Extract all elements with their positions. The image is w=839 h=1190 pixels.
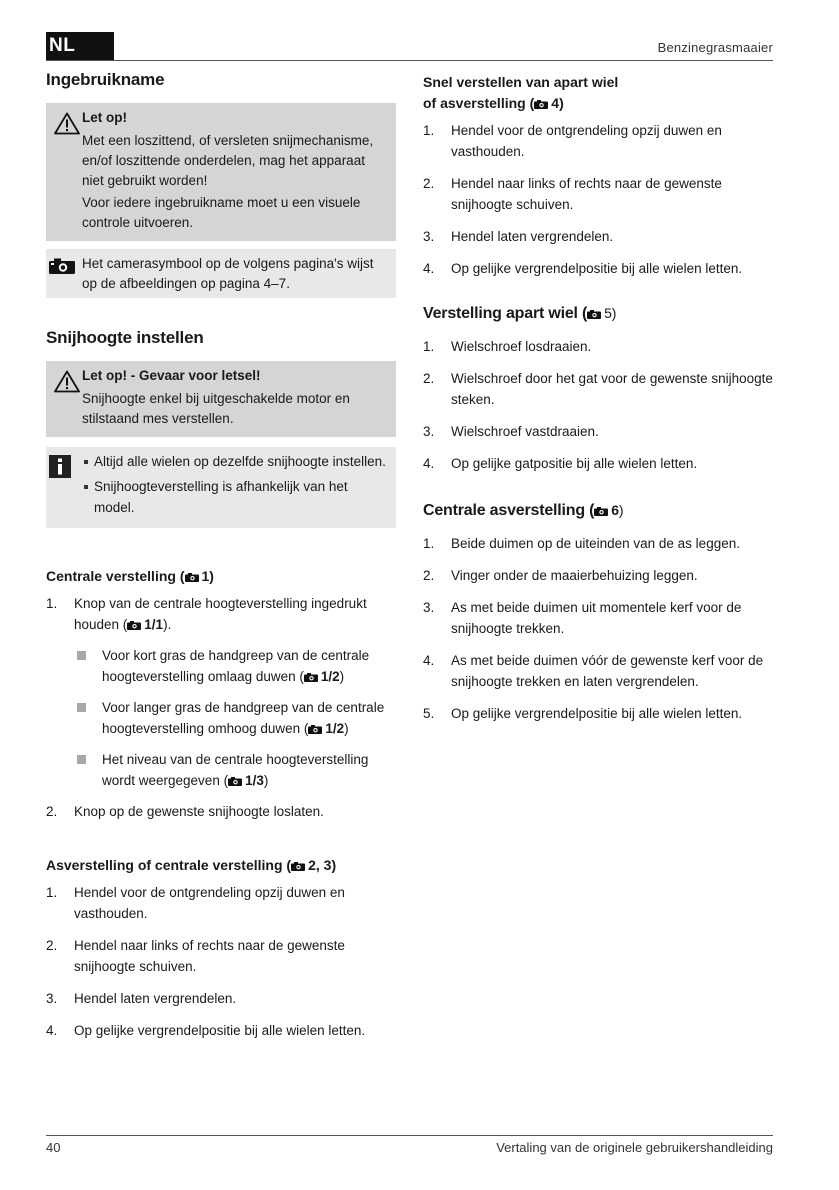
subsection-title-asverstelling: Asverstelling of centrale verstelling ( 2, 3) bbox=[46, 857, 337, 873]
sub-list-item: Voor langer gras de handgreep van de centrale hoogteverstelling omhoog duwen ( 1/2) bbox=[46, 697, 396, 739]
list-item: 1. Wielschroef losdraaien. bbox=[423, 339, 592, 354]
camera-icon bbox=[127, 621, 141, 630]
camera-icon bbox=[304, 673, 318, 682]
list-item: 1. Hendel voor de ontgrendeling opzij duwen en vasthouden. bbox=[423, 123, 722, 159]
document-title: Benzinegrasmaaier bbox=[657, 40, 773, 55]
list-item: 3. Hendel laten vergrendelen. bbox=[423, 229, 614, 244]
list-item: 4. Op gelijke gatpositie bij alle wielen letten. bbox=[423, 456, 698, 471]
camera-note-text: Het camerasymbool op de volgens pagina's wijst op de afbeeldingen op pagina 4–7. bbox=[82, 256, 374, 291]
square-bullet-icon bbox=[77, 703, 86, 712]
language-badge: NL bbox=[46, 32, 114, 60]
camera-icon bbox=[308, 725, 322, 734]
warning-text: Met een loszittend, of versleten snijmechanisme, en/of loszittende onderdelen, mag het apparaat niet gebruikt worden! bbox=[82, 133, 374, 188]
section-title-ingebruikname: Ingebruikname bbox=[46, 70, 165, 89]
left-column bbox=[46, 68, 396, 1041]
list-item: 2. Knop op de gewenste snijhoogte loslaten. bbox=[46, 804, 324, 819]
square-bullet-icon bbox=[77, 755, 86, 764]
list-item: 4. Op gelijke vergrendelpositie bij alle wielen letten. bbox=[423, 261, 743, 276]
list-item: 2. Hendel naar links of rechts naar de gewenste snijhoogte schuiven. bbox=[423, 176, 722, 212]
footer-text: Vertaling van de originele gebruikershandleiding bbox=[496, 1140, 773, 1155]
warning-box-ingebruikname bbox=[46, 103, 396, 241]
camera-icon bbox=[291, 862, 305, 871]
list-item: 1. Knop van de centrale hoogteverstelling ingedrukt houden ( 1/1). bbox=[46, 596, 367, 632]
list-item: 3. Wielschroef vastdraaien. bbox=[423, 424, 599, 439]
sub-list-item: Het niveau van de centrale hoogteverstelling wordt weergegeven ( 1/3) bbox=[46, 749, 396, 791]
camera-icon bbox=[228, 777, 242, 786]
list-item: 2. Vinger onder de maaierbehuizing leggen. bbox=[423, 568, 698, 583]
info-bullet: Altijd alle wielen op dezelfde snijhoogte instellen. bbox=[82, 451, 390, 472]
square-bullet-icon bbox=[77, 651, 86, 660]
warning-text: Voor iedere ingebruikname moet u een visuele controle uitvoeren. bbox=[82, 195, 361, 230]
list-item: 4. As met beide duimen vóór de gewenste kerf voor de snijhoogte trekken en laten vergrendelen. bbox=[423, 653, 764, 689]
warning-title: Let op! bbox=[82, 110, 127, 125]
info-bullet: Snijhoogteverstelling is afhankelijk van het model. bbox=[82, 476, 390, 518]
info-box bbox=[46, 447, 396, 528]
camera-icon bbox=[185, 573, 199, 582]
right-column bbox=[423, 72, 773, 724]
sub-list-item: Voor kort gras de handgreep van de centrale hoogteverstelling omlaag duwen ( 1/2) bbox=[46, 645, 396, 687]
camera-icon bbox=[534, 100, 548, 109]
subsection-title-centrale-verstelling: Centrale verstelling ( 1) bbox=[46, 568, 214, 584]
camera-icon bbox=[594, 507, 608, 516]
section-title-snijhoogte: Snijhoogte instellen bbox=[46, 328, 204, 347]
page-header bbox=[46, 32, 773, 61]
info-icon bbox=[49, 455, 71, 478]
list-item: 3. As met beide duimen uit momentele kerf voor de snijhoogte trekken. bbox=[423, 600, 742, 636]
warning-text: Snijhoogte enkel bij uitgeschakelde motor en stilstaand mes verstellen. bbox=[82, 391, 350, 426]
list-item: 3. Hendel laten vergrendelen. bbox=[46, 991, 237, 1006]
page-number: 40 bbox=[46, 1140, 61, 1155]
subsection-title-snel-verstellen: Snel verstellen van apart wiel of asverstelling ( 4) bbox=[423, 74, 619, 111]
warning-triangle-icon bbox=[54, 370, 80, 393]
camera-note-box bbox=[46, 249, 396, 298]
warning-triangle-icon bbox=[54, 112, 80, 135]
list-item: 2. Hendel naar links of rechts naar de gewenste snijhoogte schuiven. bbox=[46, 938, 345, 974]
list-item: 4. Op gelijke vergrendelpositie bij alle wielen letten. bbox=[46, 1023, 366, 1038]
camera-icon bbox=[48, 258, 76, 275]
section-title-verstelling-apart-wiel: Verstelling apart wiel ( 5) bbox=[423, 305, 617, 322]
page-footer bbox=[46, 1135, 773, 1155]
warning-title: Let op! - Gevaar voor letsel! bbox=[82, 368, 261, 383]
section-title-centrale-asverstelling: Centrale asverstelling ( 6) bbox=[423, 502, 624, 519]
list-item: 2. Wielschroef door het gat voor de gewenste snijhoogte steken. bbox=[423, 371, 773, 407]
warning-box-snijhoogte bbox=[46, 361, 396, 437]
list-item: 5. Op gelijke vergrendelpositie bij alle wielen letten. bbox=[423, 706, 743, 721]
list-item: 1. Beide duimen op de uiteinden van de as leggen. bbox=[423, 536, 740, 551]
list-item: 1. Hendel voor de ontgrendeling opzij duwen en vasthouden. bbox=[46, 885, 345, 921]
camera-icon bbox=[587, 310, 601, 319]
